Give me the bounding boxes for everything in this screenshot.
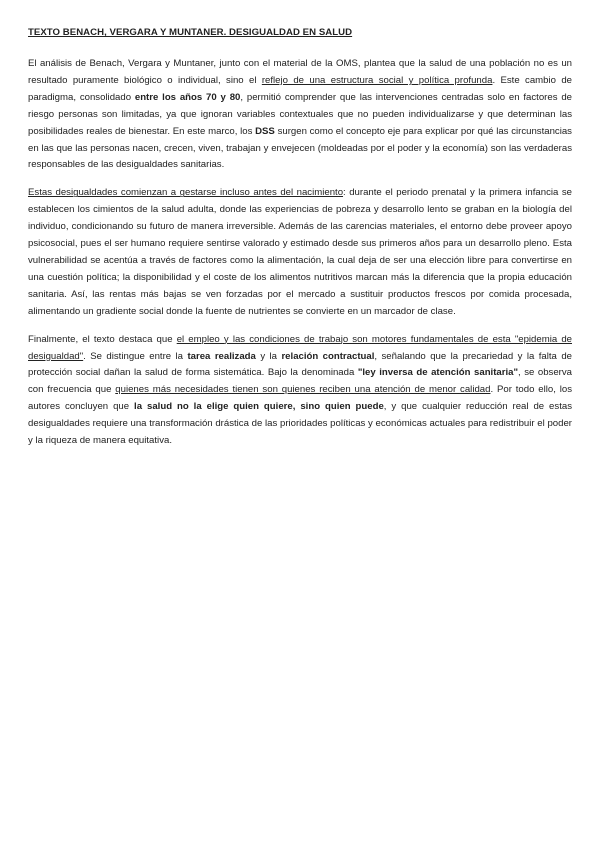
bold-text-run: tarea realizada	[187, 350, 256, 362]
underlined-text-run: reflejo de una estructura social y política profunda	[261, 74, 493, 86]
bold-text-run: entre los años 70 y 80	[134, 91, 241, 103]
text-run: . Por todo ello, los autores concluyen que	[28, 384, 572, 413]
text-run: , permitió comprender que las intervenciones centradas solo en factores de riesgo personas son limitadas, ya que ignoran variables contextuales que no pueden individualizarse y que determinan las posibilidades reales de bienestar. En este marco, los	[28, 91, 572, 137]
text-run: . Se distingue entre la	[83, 350, 188, 362]
text-run: . Este cambio de paradigma, consolidado	[28, 74, 572, 103]
bold-text-run: la salud no la elige quien quiere, sino quien puede	[134, 401, 384, 413]
paragraph-1	[28, 56, 572, 174]
bold-text-run: relación contractual	[281, 350, 375, 362]
underlined-text-run: el empleo y las condiciones de trabajo son motores fundamentales de esta "epidemia de desigualdad"	[28, 333, 572, 362]
text-run: , se observa con frecuencia que	[28, 367, 573, 396]
text-run: Finalmente, el texto destaca que	[28, 333, 177, 345]
underlined-text-run: Estas desigualdades comienzan a gestarse incluso antes del nacimiento	[28, 187, 344, 199]
text-run: y la	[255, 350, 282, 362]
paragraph-3	[28, 332, 572, 450]
document-title: TEXTO BENACH, VERGARA Y MUNTANER. DESIGUALDAD EN SALUD	[28, 27, 353, 38]
text-run: : durante el periodo prenatal y la primera infancia se establecen los cimientos de la salud adulta, donde las experiencias de pobreza y desarrollo lento se graban en la biología del individuo, condicionando su futuro de manera irreversible. Además de las carencias materiales, el entorno debe proveer apoyo psicosocial, pues el ser humano requiere sentirse valorado y estimado desde sus primeros años para un desarrollo pleno. Esta vulnerabilidad se acentúa a través de factores como la alimentación, la cual deja de ser una elección libre para convertirse en una cuestión política; la disponibilidad y el coste de los alimentos nutritivos marcan más la diferencia que la propia educación sanitaria. Así, las rentas más bajas se ven forzadas por el mercado a sustituir productos frescos por comida procesada, alimentando un gradiente social donde la fuente de nutrientes se convierte en un marcador de clase.	[28, 187, 572, 317]
text-run: El análisis de Benach, Vergara y Muntaner, junto con el material de la OMS, plantea que la salud de una población no es un resultado puramente biológico o individual, sino el	[28, 58, 572, 86]
text-run: , y que cualquier reducción real de estas desigualdades requiere una transformación drástica de las prioridades políticas y económicas actuales para redistribuir el poder y la riqueza de manera equitativa.	[28, 401, 572, 447]
text-run: surgen como el concepto eje para explicar por qué las circunstancias en las que las personas nacen, crecen, viven, trabajan y envejecen (moldeadas por el poder y la economía) son las verdaderas responsables de las desigualdades sanitarias.	[28, 125, 572, 171]
paragraph-2	[28, 185, 572, 320]
underlined-text-run: quienes más necesidades tienen son quienes reciben una atención de menor calidad	[115, 384, 491, 396]
text-run: , señalando que la precariedad y la falta de protección social dañan la salud de forma sistemática. Bajo la denominada	[28, 350, 572, 379]
bold-text-run: "ley inversa de atención sanitaria"	[357, 367, 519, 379]
bold-text-run: DSS	[255, 125, 275, 137]
